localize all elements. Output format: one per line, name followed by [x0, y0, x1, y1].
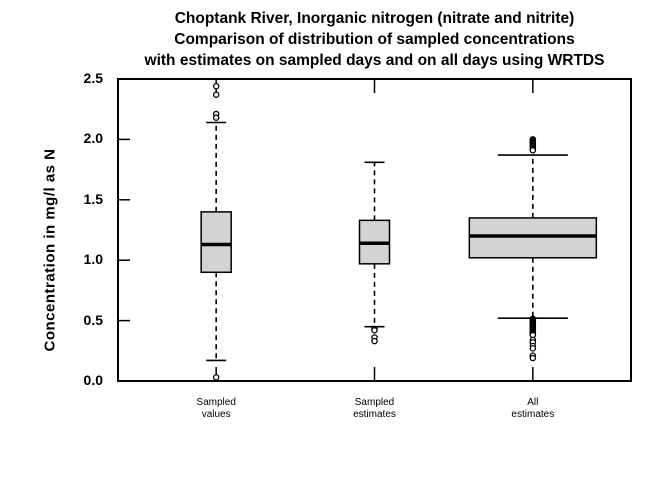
- x-group-label-line: Sampled: [196, 397, 236, 408]
- outlier-point: [372, 328, 377, 333]
- x-group-label: [463, 397, 603, 420]
- outlier-point: [214, 92, 219, 97]
- chart-title-line-2: Comparison of distribution of sampled concentrations: [174, 31, 575, 48]
- y-tick-label: 1.0: [83, 251, 103, 268]
- x-group-label-line: Sampled: [354, 397, 395, 408]
- chart-title-line-3: with estimates on sampled days and on all days using WRTDS: [144, 52, 605, 69]
- x-group-label-line: estimates: [511, 408, 555, 420]
- chart-title-line-1: Choptank River, Inorganic nitrogen (nitrate and nitrite): [174, 10, 575, 27]
- x-group-label-line: All: [527, 397, 539, 408]
- outlier-point: [214, 84, 219, 89]
- iqr-box: [201, 212, 231, 272]
- y-tick-label: 0.0: [83, 372, 103, 388]
- y-tick-label: 2.0: [83, 130, 103, 147]
- y-tick-label: 0.5: [83, 311, 103, 328]
- x-group-label-line: estimates: [353, 408, 396, 420]
- outlier-point: [214, 375, 219, 380]
- outlier-point: [372, 339, 377, 344]
- x-group-label-line: values: [201, 408, 231, 420]
- iqr-box: [469, 218, 596, 258]
- x-group-label: [305, 397, 445, 420]
- x-group-label: [146, 397, 286, 420]
- outlier-point: [530, 355, 535, 360]
- y-tick-label: 2.5: [83, 70, 103, 86]
- outlier-point: [530, 346, 535, 351]
- y-axis-label: Concentration in mg/l as N: [41, 148, 59, 352]
- y-tick-label: 1.5: [83, 190, 103, 207]
- outlier-point: [214, 115, 219, 120]
- outlier-point: [530, 148, 535, 153]
